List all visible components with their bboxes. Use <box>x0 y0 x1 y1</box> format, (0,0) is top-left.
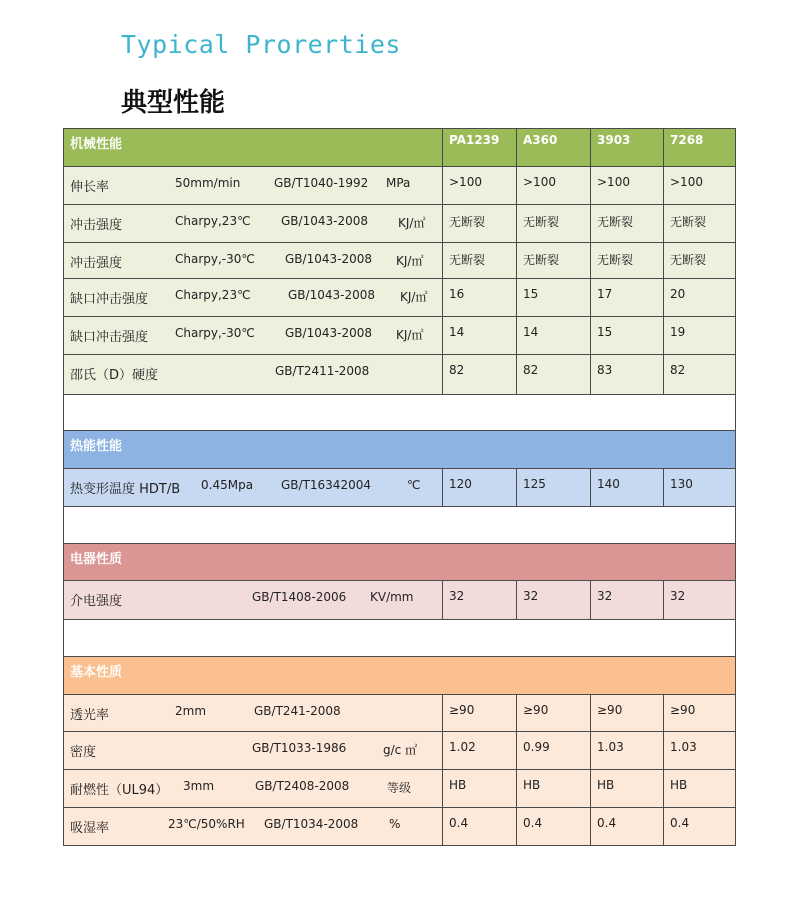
value-cell: 无断裂 <box>664 205 736 243</box>
section-title: 电器性质 <box>64 544 736 581</box>
grade-header: PA1239 <box>443 129 517 167</box>
test-standard: GB/1043-2008 <box>285 326 372 340</box>
property-cell <box>64 243 443 279</box>
property-name: 伸长率 <box>70 180 110 195</box>
property-cell <box>64 355 443 395</box>
test-condition: 50mm/min <box>175 176 241 190</box>
test-condition: 23℃/50%RH <box>168 817 245 831</box>
spacer-row <box>64 620 736 657</box>
value-cell: 32 <box>517 581 591 620</box>
unit: KJ/㎡ <box>396 328 424 342</box>
test-standard: GB/T1040-1992 <box>274 176 369 190</box>
property-name: 邵氏（D）硬度 <box>70 368 159 383</box>
value-cell: >100 <box>591 167 664 205</box>
value-cell: ≥90 <box>517 695 591 732</box>
unit: MPa <box>386 176 411 190</box>
value-cell: 无断裂 <box>591 243 664 279</box>
unit: KJ/㎡ <box>396 254 424 268</box>
property-cell <box>64 695 443 732</box>
unit: ℃ <box>407 478 421 492</box>
value-cell: 32 <box>664 581 736 620</box>
test-standard: GB/1043-2008 <box>281 214 368 228</box>
table-row <box>64 205 736 243</box>
property-name: 冲击强度 <box>70 218 123 233</box>
value-cell: >100 <box>517 167 591 205</box>
test-condition: 3mm <box>183 779 215 793</box>
value-cell: 17 <box>591 279 664 317</box>
property-name: 介电强度 <box>70 594 123 609</box>
value-cell: 无断裂 <box>517 243 591 279</box>
spacer-cell <box>64 507 736 544</box>
grade-header: 3903 <box>591 129 664 167</box>
test-standard: GB/T1408-2006 <box>252 590 347 604</box>
property-name: 缺口冲击强度 <box>70 330 149 345</box>
grade-header: A360 <box>517 129 591 167</box>
table-row <box>64 469 736 507</box>
property-name: 缺口冲击强度 <box>70 292 149 307</box>
value-cell: 82 <box>664 355 736 395</box>
value-cell: ≥90 <box>591 695 664 732</box>
value-cell: 32 <box>591 581 664 620</box>
unit: 等级 <box>387 781 412 795</box>
value-cell: 15 <box>591 317 664 355</box>
property-name: 吸湿率 <box>70 821 110 836</box>
section-title: 基本性质 <box>64 657 736 695</box>
spacer-row <box>64 395 736 431</box>
test-standard: GB/1043-2008 <box>288 288 375 302</box>
property-name: 透光率 <box>70 708 110 723</box>
section-header-mechanical <box>64 129 736 167</box>
value-cell: 20 <box>664 279 736 317</box>
section-title: 热能性能 <box>64 431 736 469</box>
value-cell: 无断裂 <box>443 205 517 243</box>
test-condition: 0.45Mpa <box>201 478 254 492</box>
test-condition: Charpy,-30℃ <box>175 326 255 340</box>
property-name: 冲击强度 <box>70 256 123 271</box>
property-cell <box>64 581 443 620</box>
table-row <box>64 770 736 808</box>
value-cell: 140 <box>591 469 664 507</box>
value-cell: HB <box>591 770 664 808</box>
property-cell <box>64 279 443 317</box>
value-cell: 无断裂 <box>443 243 517 279</box>
value-cell: 1.03 <box>664 732 736 770</box>
property-name: 耐燃性（UL94） <box>70 783 169 798</box>
test-standard: GB/1043-2008 <box>285 252 372 266</box>
value-cell: 无断裂 <box>591 205 664 243</box>
table-row <box>64 732 736 770</box>
property-cell <box>64 732 443 770</box>
value-cell: 125 <box>517 469 591 507</box>
test-condition: Charpy,-30℃ <box>175 252 255 266</box>
spacer-row <box>64 507 736 544</box>
value-cell: 82 <box>443 355 517 395</box>
value-cell: >100 <box>664 167 736 205</box>
property-cell <box>64 469 443 507</box>
test-condition: Charpy,23℃ <box>175 288 251 302</box>
value-cell: ≥90 <box>443 695 517 732</box>
value-cell: 14 <box>517 317 591 355</box>
test-standard: GB/T1034-2008 <box>264 817 359 831</box>
unit: g/c ㎡ <box>383 743 418 757</box>
value-cell: 0.4 <box>591 808 664 846</box>
test-standard: GB/T2411-2008 <box>275 364 370 378</box>
value-cell: 19 <box>664 317 736 355</box>
value-cell: 0.99 <box>517 732 591 770</box>
value-cell: 0.4 <box>664 808 736 846</box>
value-cell: 0.4 <box>517 808 591 846</box>
table-row <box>64 581 736 620</box>
table-row <box>64 695 736 732</box>
unit: % <box>389 817 401 831</box>
unit: KV/mm <box>370 590 414 604</box>
value-cell: 120 <box>443 469 517 507</box>
section-title: 机械性能 <box>64 129 443 167</box>
section-header-basic <box>64 657 736 695</box>
test-standard: GB/T1033-1986 <box>252 741 347 755</box>
table-row <box>64 808 736 846</box>
value-cell: 无断裂 <box>517 205 591 243</box>
unit: KJ/㎡ <box>398 216 426 230</box>
test-standard: GB/T16342004 <box>281 478 371 492</box>
value-cell: 32 <box>443 581 517 620</box>
grade-header: 7268 <box>664 129 736 167</box>
value-cell: 0.4 <box>443 808 517 846</box>
property-cell <box>64 317 443 355</box>
table-row <box>64 279 736 317</box>
value-cell: >100 <box>443 167 517 205</box>
property-cell <box>64 167 443 205</box>
value-cell: 130 <box>664 469 736 507</box>
test-standard: GB/T241-2008 <box>254 704 341 718</box>
table-row <box>64 243 736 279</box>
value-cell: 14 <box>443 317 517 355</box>
unit: KJ/㎡ <box>400 290 428 304</box>
section-header-electrical <box>64 544 736 581</box>
property-name: 热变形温度 HDT/B <box>70 482 181 497</box>
property-cell <box>64 808 443 846</box>
property-cell <box>64 770 443 808</box>
table-row <box>64 167 736 205</box>
value-cell: HB <box>443 770 517 808</box>
value-cell: HB <box>664 770 736 808</box>
property-name: 密度 <box>70 745 97 760</box>
properties-table <box>63 128 736 846</box>
table-row <box>64 317 736 355</box>
value-cell: 83 <box>591 355 664 395</box>
property-cell <box>64 205 443 243</box>
value-cell: 16 <box>443 279 517 317</box>
value-cell: 1.03 <box>591 732 664 770</box>
value-cell: 1.02 <box>443 732 517 770</box>
value-cell: 无断裂 <box>664 243 736 279</box>
value-cell: 82 <box>517 355 591 395</box>
value-cell: 15 <box>517 279 591 317</box>
value-cell: HB <box>517 770 591 808</box>
spacer-cell <box>64 395 736 431</box>
title-chinese: 典型性能 <box>121 88 226 118</box>
value-cell: ≥90 <box>664 695 736 732</box>
table-row <box>64 355 736 395</box>
test-condition: Charpy,23℃ <box>175 214 251 228</box>
title-english: Typical Prorerties <box>121 30 401 59</box>
section-header-thermal <box>64 431 736 469</box>
spacer-cell <box>64 620 736 657</box>
test-standard: GB/T2408-2008 <box>255 779 350 793</box>
test-condition: 2mm <box>175 704 207 718</box>
